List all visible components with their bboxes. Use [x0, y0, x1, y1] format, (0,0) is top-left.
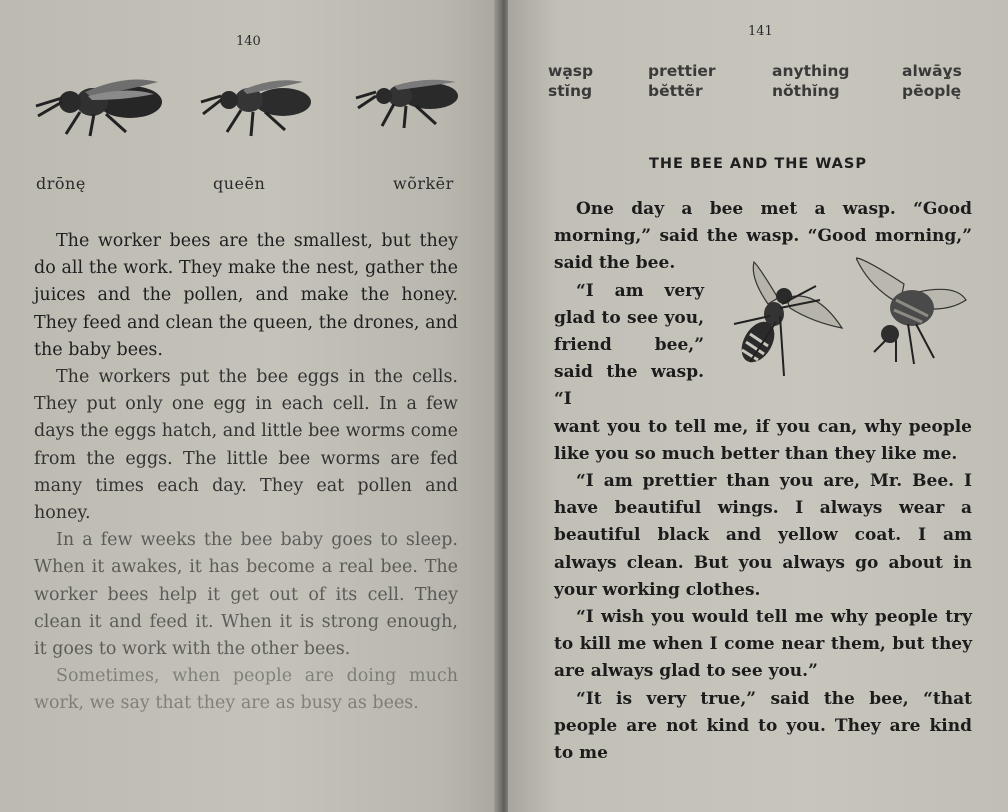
vocab-word: bĕttẽr [648, 82, 703, 100]
paragraph: “I wish you would tell me why people try to kill me when I come near them, but they are always glad to see you.” [554, 607, 972, 682]
paragraph-continuation: want you to tell me, if you can, why people like you so much better than they like me. [554, 416, 972, 464]
page-number: 140 [236, 34, 261, 49]
left-page [0, 0, 500, 812]
paragraph: The worker bees are the smallest, but they do all the work. They make the nest, gather the juices and the pollen, and make the honey. They feed and clean the queen, the drones, and the baby bees. [34, 231, 458, 360]
left-page-text [34, 228, 458, 718]
page-number: 141 [748, 24, 773, 39]
drone-bee-illustration [30, 72, 170, 142]
vocabulary-list [548, 62, 968, 100]
story-title: THE BEE AND THE WASP [649, 156, 867, 172]
right-page-text [554, 196, 972, 767]
paragraph: “I am prettier than you are, Mr. Bee. I have beautiful wings. I always wear a beautiful black and yellow coat. I am always clean. But you always go about in your working clothes. [554, 471, 972, 600]
vocab-word: alwāy̧s [902, 62, 962, 80]
caption-queen: queēn [213, 174, 266, 193]
paragraph: In a few weeks the bee baby goes to sleep. When it awakes, it has become a real bee. The worker bees help it get out of its cell. They clean it and feed it. When it is strong enough, it goes to work with the other bees. [34, 530, 458, 660]
caption-drone: drōnę [36, 174, 86, 193]
paragraph: The workers put the bee eggs in the cells. They put only one egg in each cell. In a few days the eggs hatch, and little bee worms come from the eggs. The little bee worms are fed many times each day. They eat pollen and honey. [34, 367, 458, 524]
vocab-word: stĭng [548, 82, 593, 100]
paragraph: Sometimes, when people are doing much work, we say that they are as busy as bees. [34, 666, 458, 714]
vocab-word: prettier [648, 62, 716, 80]
vocab-word: wạsp [548, 62, 594, 80]
queen-bee-illustration [195, 72, 320, 142]
worker-bee-illustration [352, 72, 462, 137]
vocab-word: anything [772, 62, 850, 80]
paragraph-wrapped-around-illustration: “I am very glad to see you, friend bee,” said the wasp. “I [554, 280, 704, 410]
vocab-word: nŏthĭng [772, 82, 840, 100]
caption-worker: wõrkēr [393, 174, 454, 193]
right-page [508, 0, 1008, 812]
paragraph: “It is very true,” said the bee, “that people are not kind to you. They are kind to me [554, 688, 972, 764]
vocab-word: pēoplę [902, 82, 962, 100]
paragraph: One day a bee met a wasp. “Good morning,” said the wasp. “Good morning,” said the bee. [554, 199, 972, 274]
